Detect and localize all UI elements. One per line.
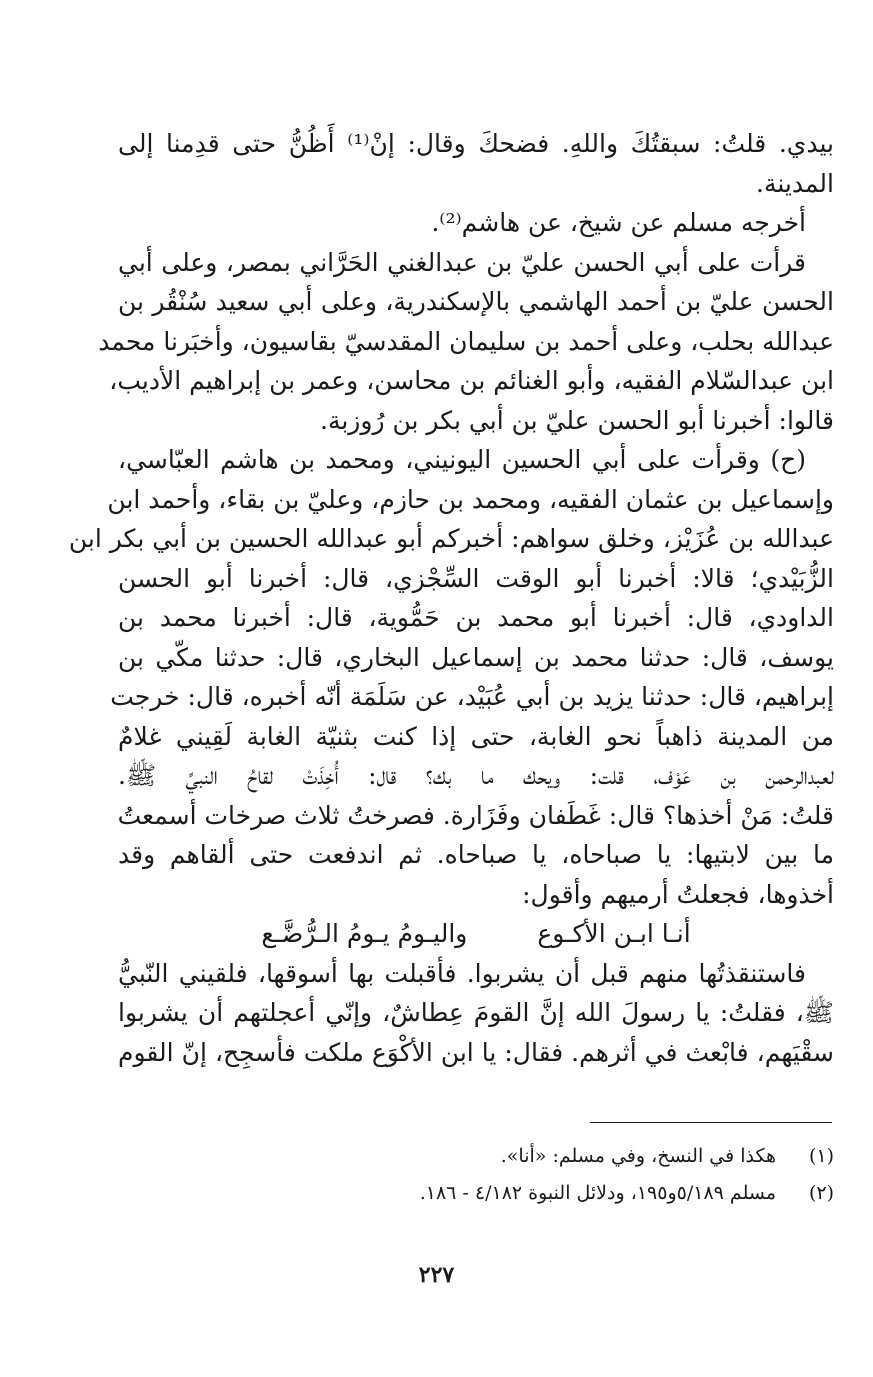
text-line: المدينة. — [756, 168, 834, 198]
text-line: يوسف، قال: حدثنا محمد بن إسماعيل البخاري، قال: حدثنا مكّي بن — [118, 642, 834, 672]
text-line: قلتُ: مَنْ أخذها؟ قال: غَطَفان وفَزَارة. فصرختُ ثلاث صرخات أسمعتُ — [117, 800, 834, 830]
footnote-number: (٢) — [808, 1182, 834, 1204]
text-line: الزُّبَيْدي؛ قالا: أخبرنا أبو الوقت السِّجْزي، قال: أخبرنا أبو الحسن — [118, 563, 834, 593]
text-line: الداودي، قال: أخبرنا أبو محمد بن حَمُّوية، قال: أخبرنا محمد بن — [118, 603, 834, 632]
page-number: ٢٢٧ — [418, 1262, 455, 1288]
text-line: إبراهيم، قال: حدثنا يزيد بن أبي عُبَيْد، عن سَلَمَة أنّه أخبره، قال: خرجت — [110, 682, 834, 711]
text-line: الحسن عليّ بن أحمد الهاشمي بالإسكندرية، وعلى أبي سعيد سُنْقُر بن — [118, 287, 834, 316]
text-line: ﷺ، فقلتُ: يا رسولَ الله إنَّ القومَ عِطاشٌ، وإنّي أعجلتهم أن يشربوا — [118, 998, 834, 1027]
footnote-text: مسلم ٥/١٨٩و١٩٥، ودلائل النبوة ٤/١٨٢ - ١٨٦. — [419, 1182, 776, 1204]
text-line: عبدالله بن عُزَيْز، وخلق سواهم: أخبركم أبو عبدالله الحسين بن أبي بكر ابن — [68, 524, 834, 553]
main-text — [68, 124, 834, 1072]
footnote-number: (١) — [808, 1145, 834, 1167]
text-line: قالوا: أخبرنا أبو الحسن عليّ بن أبي بكر بن رُوزبة. — [320, 405, 834, 435]
text-line: قرأت على أبي الحسن عليّ بن عبدالغني الحَرَّاني بمصر، وعلى أبي — [118, 247, 806, 277]
footnote-item — [300, 1138, 834, 1175]
text-line: من المدينة ذاهباً نحو الغابة، حتى إذا كنت بثنيّة الغابة لَقِيني غلامٌ — [118, 721, 834, 751]
footnotes — [300, 1138, 834, 1212]
text-line: أخذوها، فجعلتُ أرميهم وأقول: — [522, 879, 834, 909]
text-line: (ح) وقرأت على أبي الحسين اليونيني، ومحمد بن هاشم العبّاسي، — [118, 445, 806, 474]
text-line: فاستنقذتُها منهم قبل أن يشربوا. فأقبلت بها أسوقها، فلقيني النّبيُّ — [118, 958, 806, 988]
text-line: أخرجه مسلم عن شيخ، عن هاشم⁽²⁾. — [431, 208, 806, 237]
text-line: سقْيَهم، فابْعث في أثرهم. فقال: يا ابن الأكْوَع ملكت فأسجِح، إنّ القوم — [118, 1037, 834, 1067]
poetry-verse — [118, 914, 834, 954]
footnote-text: هكذا في النسخ، وفي مسلم: «أنا». — [500, 1145, 776, 1167]
text-line: ابن عبدالسّلام الفقيه، وأبو الغنائم بن محاسن، وعمر بن إبراهيم الأديب، — [109, 366, 834, 395]
text-line: لعبدالرحمن بن عَوْف، قلت: ويحك ما بك؟ قال: أُخِذَتْ لقاحُ النبيِّ ﷺ. — [118, 761, 834, 790]
footnote-item — [300, 1175, 834, 1212]
verse-hemistich-left: واليـومُ يـومُ الـرُّضَّـع — [261, 919, 468, 948]
text-line: عبدالله بحلب، وعلى أحمد بن سليمان المقدسيّ بقاسيون، وأخبَرنا محمد — [98, 326, 834, 356]
verse-hemistich-right: أنـا ابـن الأكـوع — [537, 919, 691, 948]
text-line: ما بين لابتيها: يا صباحاه، يا صباحاه. ثم اندفعت حتى ألقاهم وقد — [118, 840, 834, 869]
footnote-divider — [590, 1122, 832, 1123]
text-line: بيدي. قلتُ: سبقتُكَ واللهِ. فضحكَ وقال: إنْ⁽¹⁾ أَظُنُّ حتى قدِمنا إلى — [118, 129, 834, 158]
text-line: وإسماعيل بن عثمان الفقيه، ومحمد بن حازم، وعليّ بن بقاء، وأحمد ابن — [107, 484, 834, 514]
